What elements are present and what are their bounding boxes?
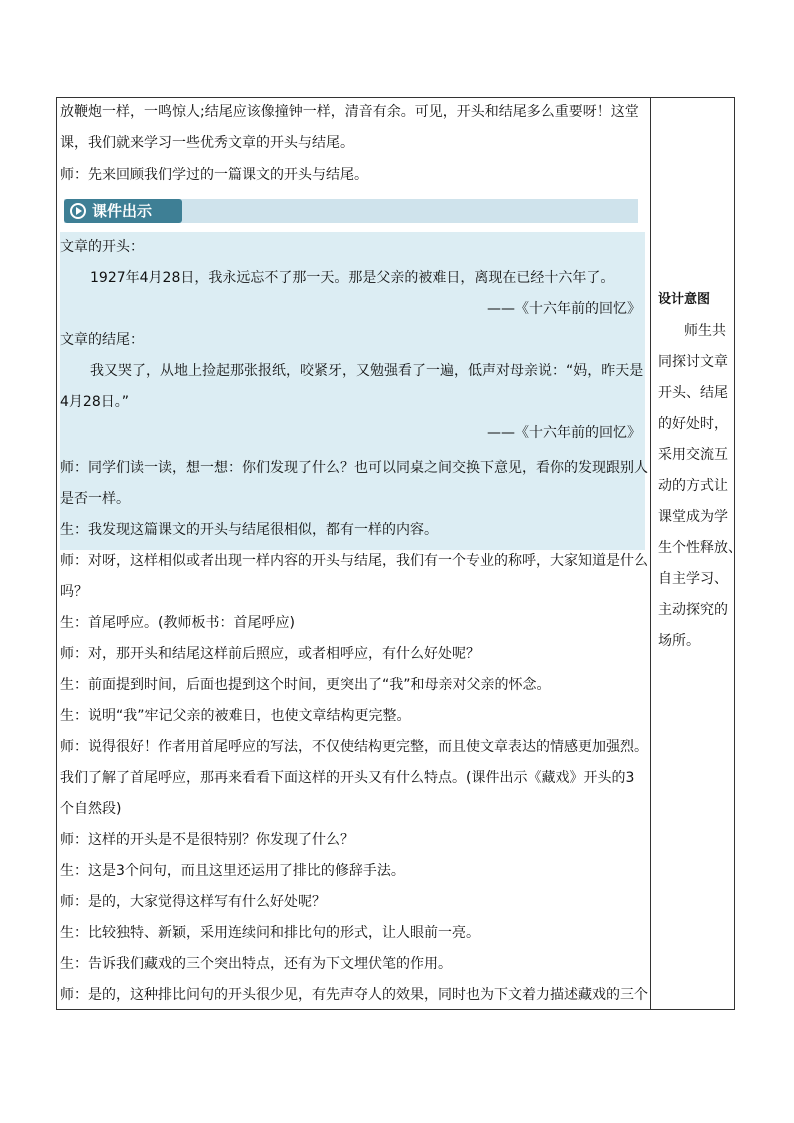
text-line: 我们了解了首尾呼应，那再来看看下面这样的开头又有什么特点。(课件出示《藏戏》开头的3 — [60, 770, 635, 786]
text-line: 师：说得很好！作者用首尾呼应的写法，不仅使结构更完整，而且使文章表达的情感更加强烈。 — [60, 739, 648, 755]
text-line: 生：告诉我们藏戏的三个突出特点，还有为下文埋伏笔的作用。 — [60, 956, 452, 972]
text-line: 生：比较独特、新颖，采用连续问和排比句的形式，让人眼前一亮。 — [60, 925, 480, 941]
design-intent-line: 动的方式让 — [658, 478, 728, 494]
text-line: 生：这是3个问句，而且这里还运用了排比的修辞手法。 — [60, 863, 405, 879]
design-intent-title: 设计意图 — [658, 292, 711, 307]
text-line: 生：说明“我”牢记父亲的被难日，也使文章结构更完整。 — [60, 708, 411, 724]
text-line: 是否一样。 — [60, 491, 130, 507]
text-line: 师：同学们读一读，想一想：你们发现了什么？也可以同桌之间交换下意见，看你的发现跟别人 — [60, 460, 648, 476]
ending-text: 我又哭了，从地上捡起那张报纸，咬紧牙，又勉强看了一遍，低声对母亲说：“妈，昨天是 — [90, 363, 644, 379]
text-line: 生：首尾呼应。(教师板书：首尾呼应) — [60, 615, 295, 631]
text-line: 生：前面提到时间，后面也提到这个时间，更突出了“我”和母亲对父亲的怀念。 — [60, 677, 551, 693]
design-intent-line: 的好处时， — [658, 416, 728, 432]
source-citation: ——《十六年前的回忆》 — [487, 301, 641, 317]
text-line: 师：这样的开头是不是很特别？你发现了什么？ — [60, 832, 354, 848]
courseware-banner — [64, 199, 638, 223]
ending-text: 4月28日。” — [60, 394, 129, 410]
design-intent-line: 场所。 — [658, 633, 700, 649]
design-intent-line: 生个性释放、 — [658, 540, 742, 556]
design-intent-line: 开头、结尾 — [658, 385, 728, 401]
text-line: 师：对呀，这样相似或者出现一样内容的开头与结尾，我们有一个专业的称呼，大家知道是什么 — [60, 553, 648, 569]
design-intent-line: 课堂成为学 — [658, 509, 728, 525]
text-line: 吗？ — [60, 584, 88, 600]
ending-label: 文章的结尾： — [60, 332, 144, 348]
text-line: 放鞭炮一样，一鸣惊人;结尾应该像撞钟一样，清音有余。可见，开头和结尾多么重要呀！这堂 — [60, 104, 639, 120]
text-line: 生：我发现这篇课文的开头与结尾很相似，都有一样的内容。 — [60, 522, 438, 538]
text-line: 师：先来回顾我们学过的一篇课文的开头与结尾。 — [60, 167, 368, 183]
design-intent-line: 同探讨文章 — [658, 354, 728, 370]
design-intent-line: 自主学习、 — [658, 571, 728, 587]
text-line: 师：是的，这种排比问句的开头很少见，有先声夺人的效果，同时也为下文着力描述藏戏的三个 — [60, 987, 648, 1003]
courseware-panel — [60, 232, 645, 550]
banner-tab — [64, 199, 182, 223]
opening-text: 1927年4月28日，我永远忘不了那一天。那是父亲的被难日，离现在已经十六年了。 — [90, 270, 615, 286]
design-intent-line: 采用交流互 — [658, 447, 728, 463]
play-circle-icon — [70, 203, 86, 219]
text-line: 个自然段) — [60, 801, 122, 817]
design-intent-line: 师生共 — [684, 323, 726, 339]
text-line: 课，我们就来学习一些优秀文章的开头与结尾。 — [60, 135, 354, 151]
design-intent-line: 主动探究的 — [658, 602, 728, 618]
text-line: 师：对，那开头和结尾这样前后照应，或者相呼应，有什么好处呢？ — [60, 646, 480, 662]
opening-label: 文章的开头： — [60, 239, 144, 255]
banner-label: 课件出示 — [92, 202, 153, 220]
column-divider — [650, 97, 651, 1010]
source-citation: ——《十六年前的回忆》 — [487, 425, 641, 441]
text-line: 师：是的，大家觉得这样写有什么好处呢？ — [60, 894, 326, 910]
